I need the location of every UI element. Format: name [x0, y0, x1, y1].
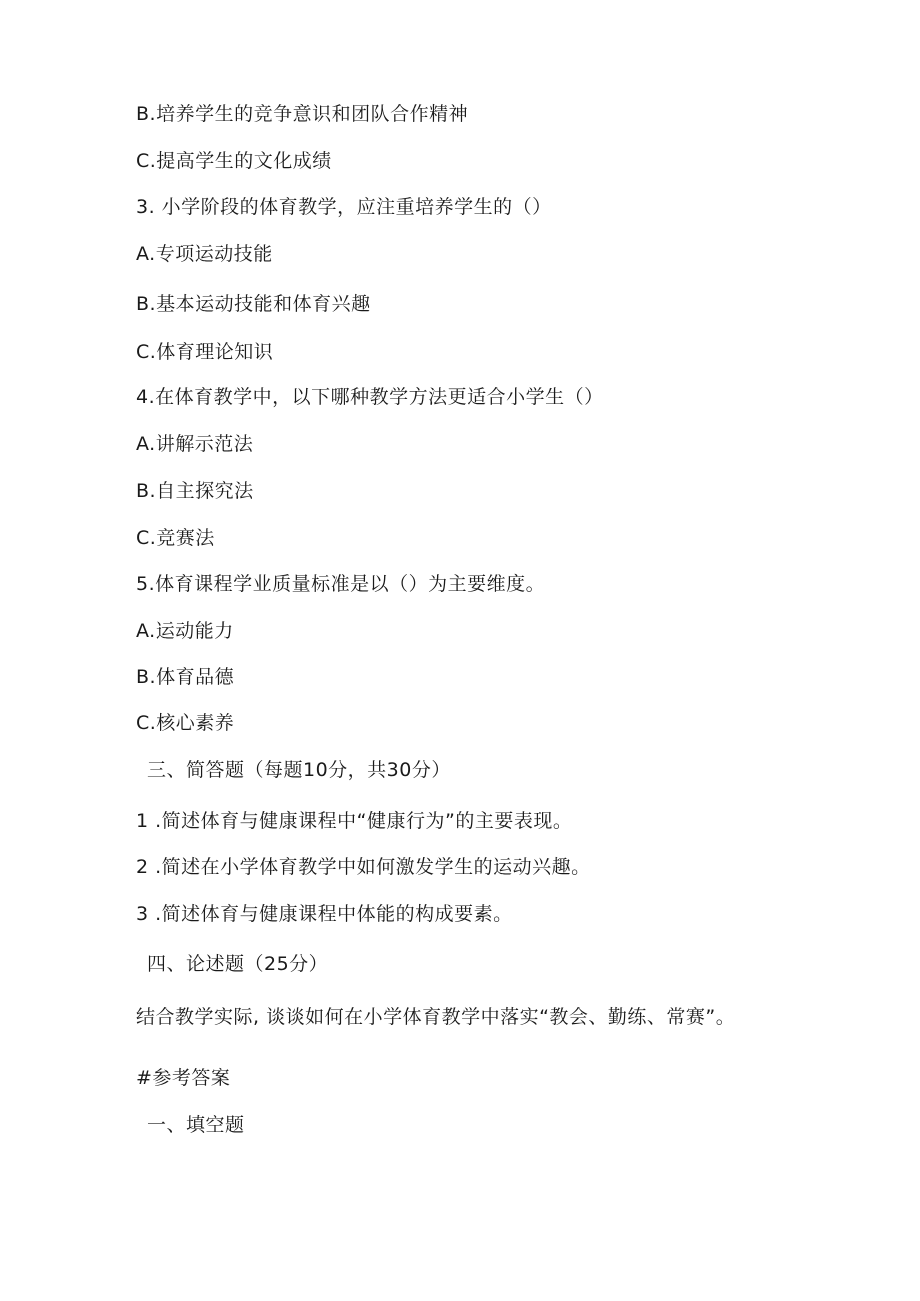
section-heading-short-answer: 三、简答题（每题10分，共30分）	[147, 759, 451, 781]
section-heading-essay: 四、论述题（25分）	[147, 953, 329, 975]
option-c-q2: C.提高学生的文化成绩	[136, 150, 332, 172]
option-b-q5: B.体育品德	[136, 666, 235, 688]
option-a-q4: A.讲解示范法	[136, 433, 254, 455]
question-5: 5.体育课程学业质量标准是以（）为主要维度。	[136, 573, 546, 595]
option-b-q2: B.培养学生的竞争意识和团队合作精神	[136, 103, 469, 125]
answer-section-fill-blank: 一、填空题	[147, 1114, 245, 1136]
short-answer-2: 2 .简述在小学体育教学中如何激发学生的运动兴趣。	[136, 856, 591, 878]
short-answer-3: 3 .简述体育与健康课程中体能的构成要素。	[136, 903, 513, 925]
question-4: 4.在体育教学中，以下哪种教学方法更适合小学生（）	[136, 386, 604, 408]
answer-key-heading: #参考答案	[136, 1067, 231, 1089]
question-3: 3. 小学阶段的体育教学，应注重培养学生的（）	[136, 196, 552, 218]
short-answer-1: 1 .简述体育与健康课程中“健康行为”的主要表现。	[136, 810, 573, 832]
option-c-q4: C.竞赛法	[136, 527, 215, 549]
option-a-q3: A.专项运动技能	[136, 243, 273, 265]
option-c-q3: C.体育理论知识	[136, 341, 274, 363]
option-b-q3: B.基本运动技能和体育兴趣	[136, 293, 371, 315]
essay-prompt: 结合教学实际, 谈谈如何在小学体育教学中落实“教会、勤练、常赛”。	[136, 1006, 736, 1028]
option-a-q5: A.运动能力	[136, 620, 234, 642]
option-b-q4: B.自主探究法	[136, 480, 254, 502]
option-c-q5: C.核心素养	[136, 712, 235, 734]
